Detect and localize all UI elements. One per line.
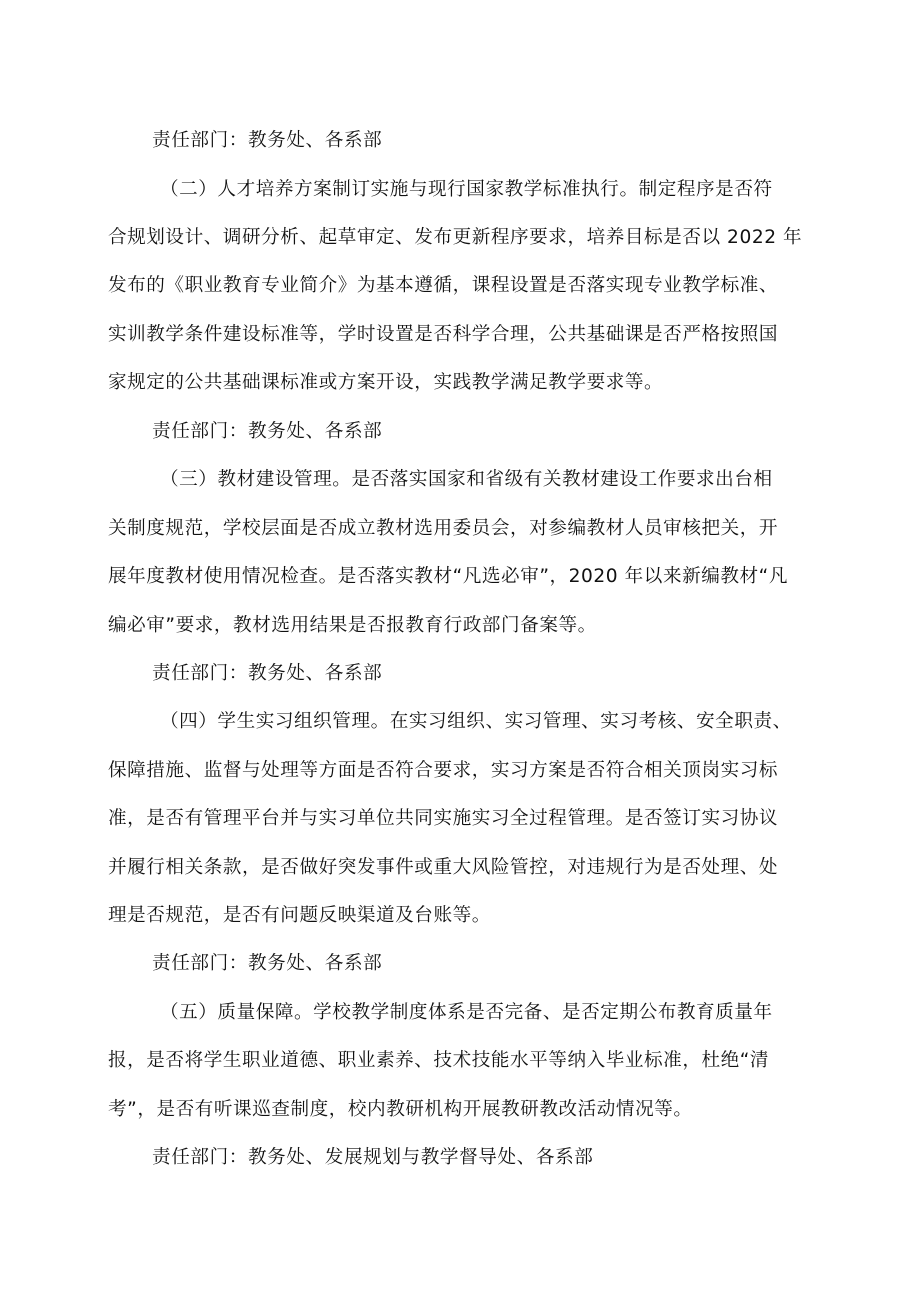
responsibility-line: 责任部门：教务处、发展规划与教学督导处、各系部	[152, 1147, 594, 1168]
responsibility-line: 责任部门：教务处、各系部	[152, 953, 383, 974]
paragraph-line: 实训教学条件建设标准等，学时设置是否科学合理，公共基础课是否严格按照国	[108, 324, 779, 345]
paragraph-line: 报，是否将学生职业道德、职业素养、技术技能水平等纳入毕业标准，杜绝“清	[108, 1050, 770, 1071]
paragraph-line: 展年度教材使用情况检查。是否落实教材“凡选必审”，2020 年以来新编教材“凡	[108, 566, 788, 587]
paragraph-line: 家规定的公共基础课标准或方案开设，实践教学满足教学要求等。	[108, 372, 664, 393]
paragraph-line: 关制度规范，学校层面是否成立教材选用委员会，对参编教材人员审核把关，开	[108, 518, 779, 539]
paragraph-line: 准，是否有管理平台并与实习单位共同实施实习全过程管理。是否签订实习协议	[108, 808, 779, 829]
paragraph-line: （二）人才培养方案制订实施与现行国家教学标准执行。制定程序是否符	[160, 179, 773, 200]
paragraph-line: 编必审”要求，教材选用结果是否报教育行政部门备案等。	[108, 615, 597, 636]
paragraph-line: （五）质量保障。学校教学制度体系是否完备、是否定期公布教育质量年	[160, 1002, 773, 1023]
paragraph-line: （四）学生实习组织管理。在实习组织、实习管理、实习考核、安全职责、	[160, 711, 792, 732]
paragraph-line: 理是否规范，是否有问题反映渠道及台账等。	[108, 905, 491, 926]
paragraph-line: （三）教材建设管理。是否落实国家和省级有关教材建设工作要求出台相	[160, 469, 773, 490]
responsibility-line: 责任部门：教务处、各系部	[152, 421, 383, 442]
paragraph-line: 保障措施、监督与处理等方面是否符合要求，实习方案是否符合相关顶岗实习标	[108, 760, 779, 781]
paragraph-line: 合规划设计、调研分析、起草审定、发布更新程序要求，培养目标是否以 2022 年	[108, 227, 803, 248]
paragraph-line: 并履行相关条款，是否做好突发事件或重大风险管控，对违规行为是否处理、处	[108, 857, 779, 878]
responsibility-line: 责任部门：教务处、各系部	[152, 130, 383, 151]
responsibility-line: 责任部门：教务处、各系部	[152, 663, 383, 684]
paragraph-line: 考”，是否有听课巡查制度，校内教研机构开展教研教改活动情况等。	[108, 1099, 693, 1120]
paragraph-line: 发布的《职业教育专业简介》为基本遵循，课程设置是否落实现专业教学标准、	[108, 275, 779, 296]
